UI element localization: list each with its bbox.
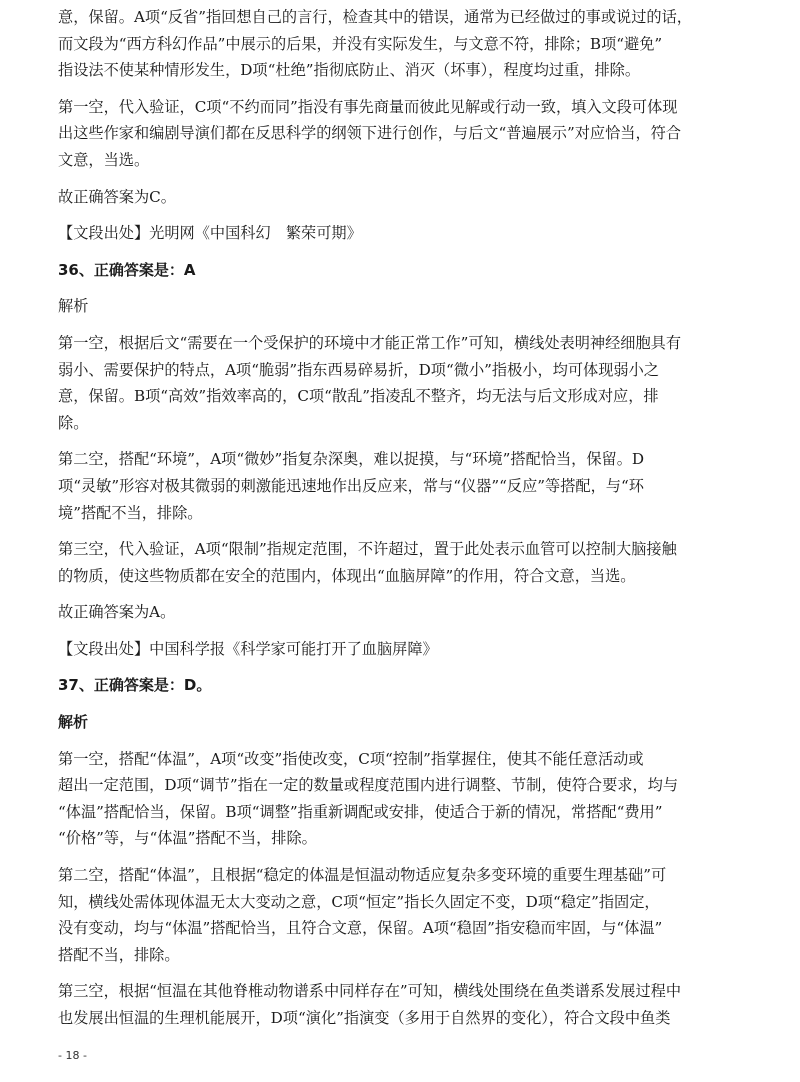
text-line: 意，保留。A项“反省”指回想自己的言行，检查其中的错误，通常为已经做过的事或说过的话，	[58, 8, 692, 26]
text-line: 也发展出恒温的生理机能展开，D项“演化”指演变（多用于自然界的变化），符合文段中鱼类	[58, 1009, 671, 1027]
text-line: “体温”搭配恰当，保留。B项“调整”指重新调配或安排，使适合于新的情况，常搭配“费用”	[58, 802, 663, 821]
paragraph	[58, 746, 770, 852]
text-line: 故正确答案为A。	[58, 603, 176, 622]
text-line: 除。	[58, 413, 89, 432]
text-line: 境”搭配不当，排除。	[58, 503, 203, 522]
text-line: 的物质，使这些物质都在安全的范围内，体现出“血脑屏障”的作用，符合文意，当选。	[58, 566, 636, 585]
text-line: 指设法不使某种情形发生，D项“杜绝”指彻底防止、消灭（坏事），程度均过重，排除。	[58, 61, 641, 80]
text-line: 第一空，搭配“体温”，A项“改变”指使改变，C项“控制”指掌握住，使其不能任意活动或	[58, 749, 644, 768]
paragraph	[58, 94, 770, 174]
text-line: “价格”等，与“体温”搭配不当，排除。	[58, 829, 317, 848]
paragraph	[58, 636, 770, 663]
text-line: 意，保留。B项“高效”指效率高的，C项“散乱”指凌乱不整齐，均无法与后文形成对应，排	[58, 387, 659, 406]
text-line: 【文段出处】光明网《中国科幻 繁荣可期》	[58, 224, 362, 243]
answer-heading: 36、正确答案是：A	[58, 260, 196, 279]
text-line: 第一空，根据后文“需要在一个受保护的环境中才能正常工作”可知，横线处表明神经细胞具有	[58, 333, 682, 352]
text-line: 弱小、需要保护的特点，A项“脆弱”指东西易碎易折，D项“微小”指极小，均可体现弱小之	[58, 360, 659, 379]
paragraph	[58, 4, 770, 84]
paragraph	[58, 599, 770, 626]
text-line: 项“灵敏”形容对极其微弱的刺激能迅速地作出反应来，常与“仪器”“反应”等搭配，与“环	[58, 476, 644, 495]
text-line: 第三空，代入验证，A项“限制”指规定范围，不许超过，置于此处表示血管可以控制大脑接触	[58, 540, 677, 559]
text-line: 出这些作家和编剧导演们都在反思科学的纲领下进行创作，与后文“普遍展示”对应恰当，符合	[58, 124, 682, 143]
text-line: 故正确答案为C。	[58, 187, 176, 206]
text-line: 没有变动，均与“体温”搭配恰当，且符合文意，保留。A项“稳固”指安稳而牢固，与“体温”	[58, 919, 663, 938]
paragraph	[58, 446, 770, 526]
analysis-label: 解析	[58, 297, 89, 316]
text-line: 第一空，代入验证，C项“不约而同”指没有事先商量而彼此见解或行动一致，填入文段可体现	[58, 97, 678, 116]
text-line: 搭配不当，排除。	[58, 945, 180, 964]
text-line: 而文段为“西方科幻作品”中展示的后果，并没有实际发生，与文意不符，排除；B项“避免”	[58, 34, 663, 53]
analysis-label: 解析	[58, 713, 89, 732]
paragraph	[58, 978, 770, 1031]
text-line: 【文段出处】中国科学报《科学家可能打开了血脑屏障》	[58, 639, 438, 658]
text-line: 超出一定范围，D项“调节”指在一定的数量或程度范围内进行调整、节制，使符合要求，均与	[58, 776, 679, 795]
paragraph	[58, 220, 770, 247]
text-line: 文意，当选。	[58, 150, 150, 169]
text-line: 第三空，根据“恒温在其他脊椎动物谱系中同样存在”可知，横线处围绕在鱼类谱系发展过程中	[58, 982, 682, 1001]
text-line: 知，横线处需体现体温无太大变动之意，C项“恒定”指长久固定不变，D项“稳定”指固定，	[58, 892, 660, 911]
text-line: 第二空，搭配“环境”，A项“微妙”指复杂深奥，难以捉摸，与“环境”搭配恰当，保留。D	[58, 450, 645, 469]
page-number: - 18 -	[58, 1049, 87, 1062]
paragraph	[58, 184, 770, 211]
paragraph	[58, 330, 770, 436]
paragraph	[58, 536, 770, 589]
paragraph	[58, 862, 770, 968]
answer-heading: 37、正确答案是：D。	[58, 676, 212, 695]
text-line: 第二空，搭配“体温”，且根据“稳定的体温是恒温动物适应复杂多变环境的重要生理基础”可	[58, 866, 667, 885]
